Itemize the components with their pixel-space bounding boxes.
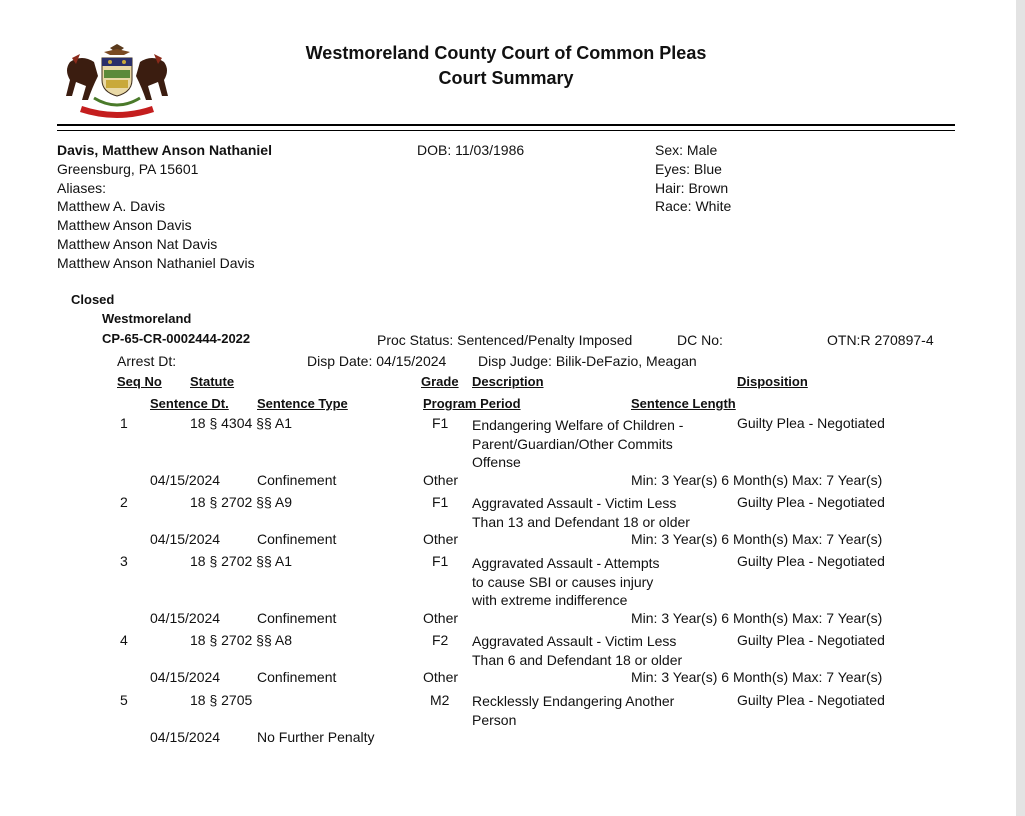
sentence-date: 04/15/2024 xyxy=(150,472,221,488)
charge-seq: 3 xyxy=(120,553,128,569)
charge-description: Aggravated Assault - Victim Less Than 13 and Defendant 18 or older xyxy=(472,495,690,530)
header-rule-bottom xyxy=(57,130,955,131)
case-status: Closed xyxy=(71,292,115,307)
sex: Sex: Male xyxy=(655,142,718,158)
charge-description: Aggravated Assault - Attempts to cause SBI or causes injury with extreme indifference xyxy=(472,555,660,608)
defendant-address: Greensburg, PA 15601 xyxy=(57,161,199,177)
col-header-statute: Statute xyxy=(190,374,235,389)
sentence-length: Min: 3 Year(s) 6 Month(s) Max: 7 Year(s) xyxy=(631,669,883,685)
hair: Hair: Brown xyxy=(655,180,729,196)
sentence-length: Min: 3 Year(s) 6 Month(s) Max: 7 Year(s) xyxy=(631,472,883,488)
charge-description: Aggravated Assault - Victim Less Than 6 and Defendant 18 or older xyxy=(472,633,683,668)
sentence-length: Min: 3 Year(s) 6 Month(s) Max: 7 Year(s) xyxy=(631,531,883,547)
dob: DOB: 11/03/1986 xyxy=(417,142,525,158)
program-period: Other xyxy=(423,610,459,626)
arrest-date: Arrest Dt: xyxy=(117,353,177,369)
charge-statute: 18 § 4304 §§ A1 xyxy=(190,415,292,431)
charge-grade: F2 xyxy=(432,632,449,648)
sentence-length: Min: 3 Year(s) 6 Month(s) Max: 7 Year(s) xyxy=(631,610,883,626)
charge-seq: 5 xyxy=(120,692,128,708)
charge-seq: 1 xyxy=(120,415,128,431)
otn: OTN:R 270897-4 xyxy=(827,332,934,348)
alias-item: Matthew Anson Nat Davis xyxy=(57,236,218,252)
col-header-sentence-length: Sentence Length xyxy=(631,396,736,411)
charge-disposition: Guilty Plea - Negotiated xyxy=(737,494,885,510)
document-subtitle: Court Summary xyxy=(438,68,574,88)
alias-item: Matthew Anson Davis xyxy=(57,217,192,233)
charge-disposition: Guilty Plea - Negotiated xyxy=(737,415,885,431)
program-period: Other xyxy=(423,472,459,488)
charge-seq: 2 xyxy=(120,494,128,510)
header-rule-top xyxy=(57,124,955,126)
col-header-sentence-dt: Sentence Dt. xyxy=(150,396,229,411)
sentence-type: Confinement xyxy=(257,669,337,685)
sentence-type: No Further Penalty xyxy=(257,729,375,745)
col-header-sentence-type: Sentence Type xyxy=(257,396,348,411)
disp-judge: Disp Judge: Bilik-DeFazio, Meagan xyxy=(478,353,697,369)
sentence-type: Confinement xyxy=(257,610,337,626)
col-header-description: Description xyxy=(472,374,544,389)
sentence-date: 04/15/2024 xyxy=(150,729,221,745)
sentence-date: 04/15/2024 xyxy=(150,531,221,547)
col-header-grade: Grade xyxy=(421,374,459,389)
eyes: Eyes: Blue xyxy=(655,161,722,177)
docket-number: CP-65-CR-0002444-2022 xyxy=(102,331,251,346)
col-header-disposition: Disposition xyxy=(737,374,808,389)
charge-grade: F1 xyxy=(432,494,449,510)
race: Race: White xyxy=(655,198,732,214)
scrollbar[interactable] xyxy=(1016,0,1025,816)
sentence-date: 04/15/2024 xyxy=(150,669,221,685)
charge-statute: 18 § 2702 §§ A1 xyxy=(190,553,292,569)
program-period: Other xyxy=(423,669,459,685)
charge-statute: 18 § 2705 xyxy=(190,692,253,708)
aliases-label: Aliases: xyxy=(57,180,107,196)
sentence-type: Confinement xyxy=(257,531,337,547)
sentence-date: 04/15/2024 xyxy=(150,610,221,626)
pennsylvania-seal-logo xyxy=(60,42,174,120)
dc-no: DC No: xyxy=(677,332,723,348)
charge-description: Endangering Welfare of Children - Parent/Guardian/Other Commits Offense xyxy=(472,417,684,470)
charge-grade: F1 xyxy=(432,553,449,569)
alias-item: Matthew A. Davis xyxy=(57,198,166,214)
proc-status: Proc Status: Sentenced/Penalty Imposed xyxy=(377,332,633,348)
col-header-program-period: Program Period xyxy=(423,396,521,411)
col-header-seq-no: Seq No xyxy=(117,374,162,389)
charge-disposition: Guilty Plea - Negotiated xyxy=(737,692,885,708)
alias-item: Matthew Anson Nathaniel Davis xyxy=(57,255,255,271)
defendant-name: Davis, Matthew Anson Nathaniel xyxy=(57,142,272,158)
county: Westmoreland xyxy=(102,311,192,326)
program-period: Other xyxy=(423,531,459,547)
charge-disposition: Guilty Plea - Negotiated xyxy=(737,553,885,569)
charge-disposition: Guilty Plea - Negotiated xyxy=(737,632,885,648)
document-title: Westmoreland County Court of Common Pleas xyxy=(305,43,707,63)
disp-date: Disp Date: 04/15/2024 xyxy=(307,353,447,369)
charge-statute: 18 § 2702 §§ A9 xyxy=(190,494,292,510)
sentence-type: Confinement xyxy=(257,472,337,488)
charge-description: Recklessly Endangering Another Person xyxy=(472,693,675,728)
charge-seq: 4 xyxy=(120,632,128,648)
charge-statute: 18 § 2702 §§ A8 xyxy=(190,632,292,648)
charge-grade: M2 xyxy=(430,692,450,708)
charge-grade: F1 xyxy=(432,415,449,431)
